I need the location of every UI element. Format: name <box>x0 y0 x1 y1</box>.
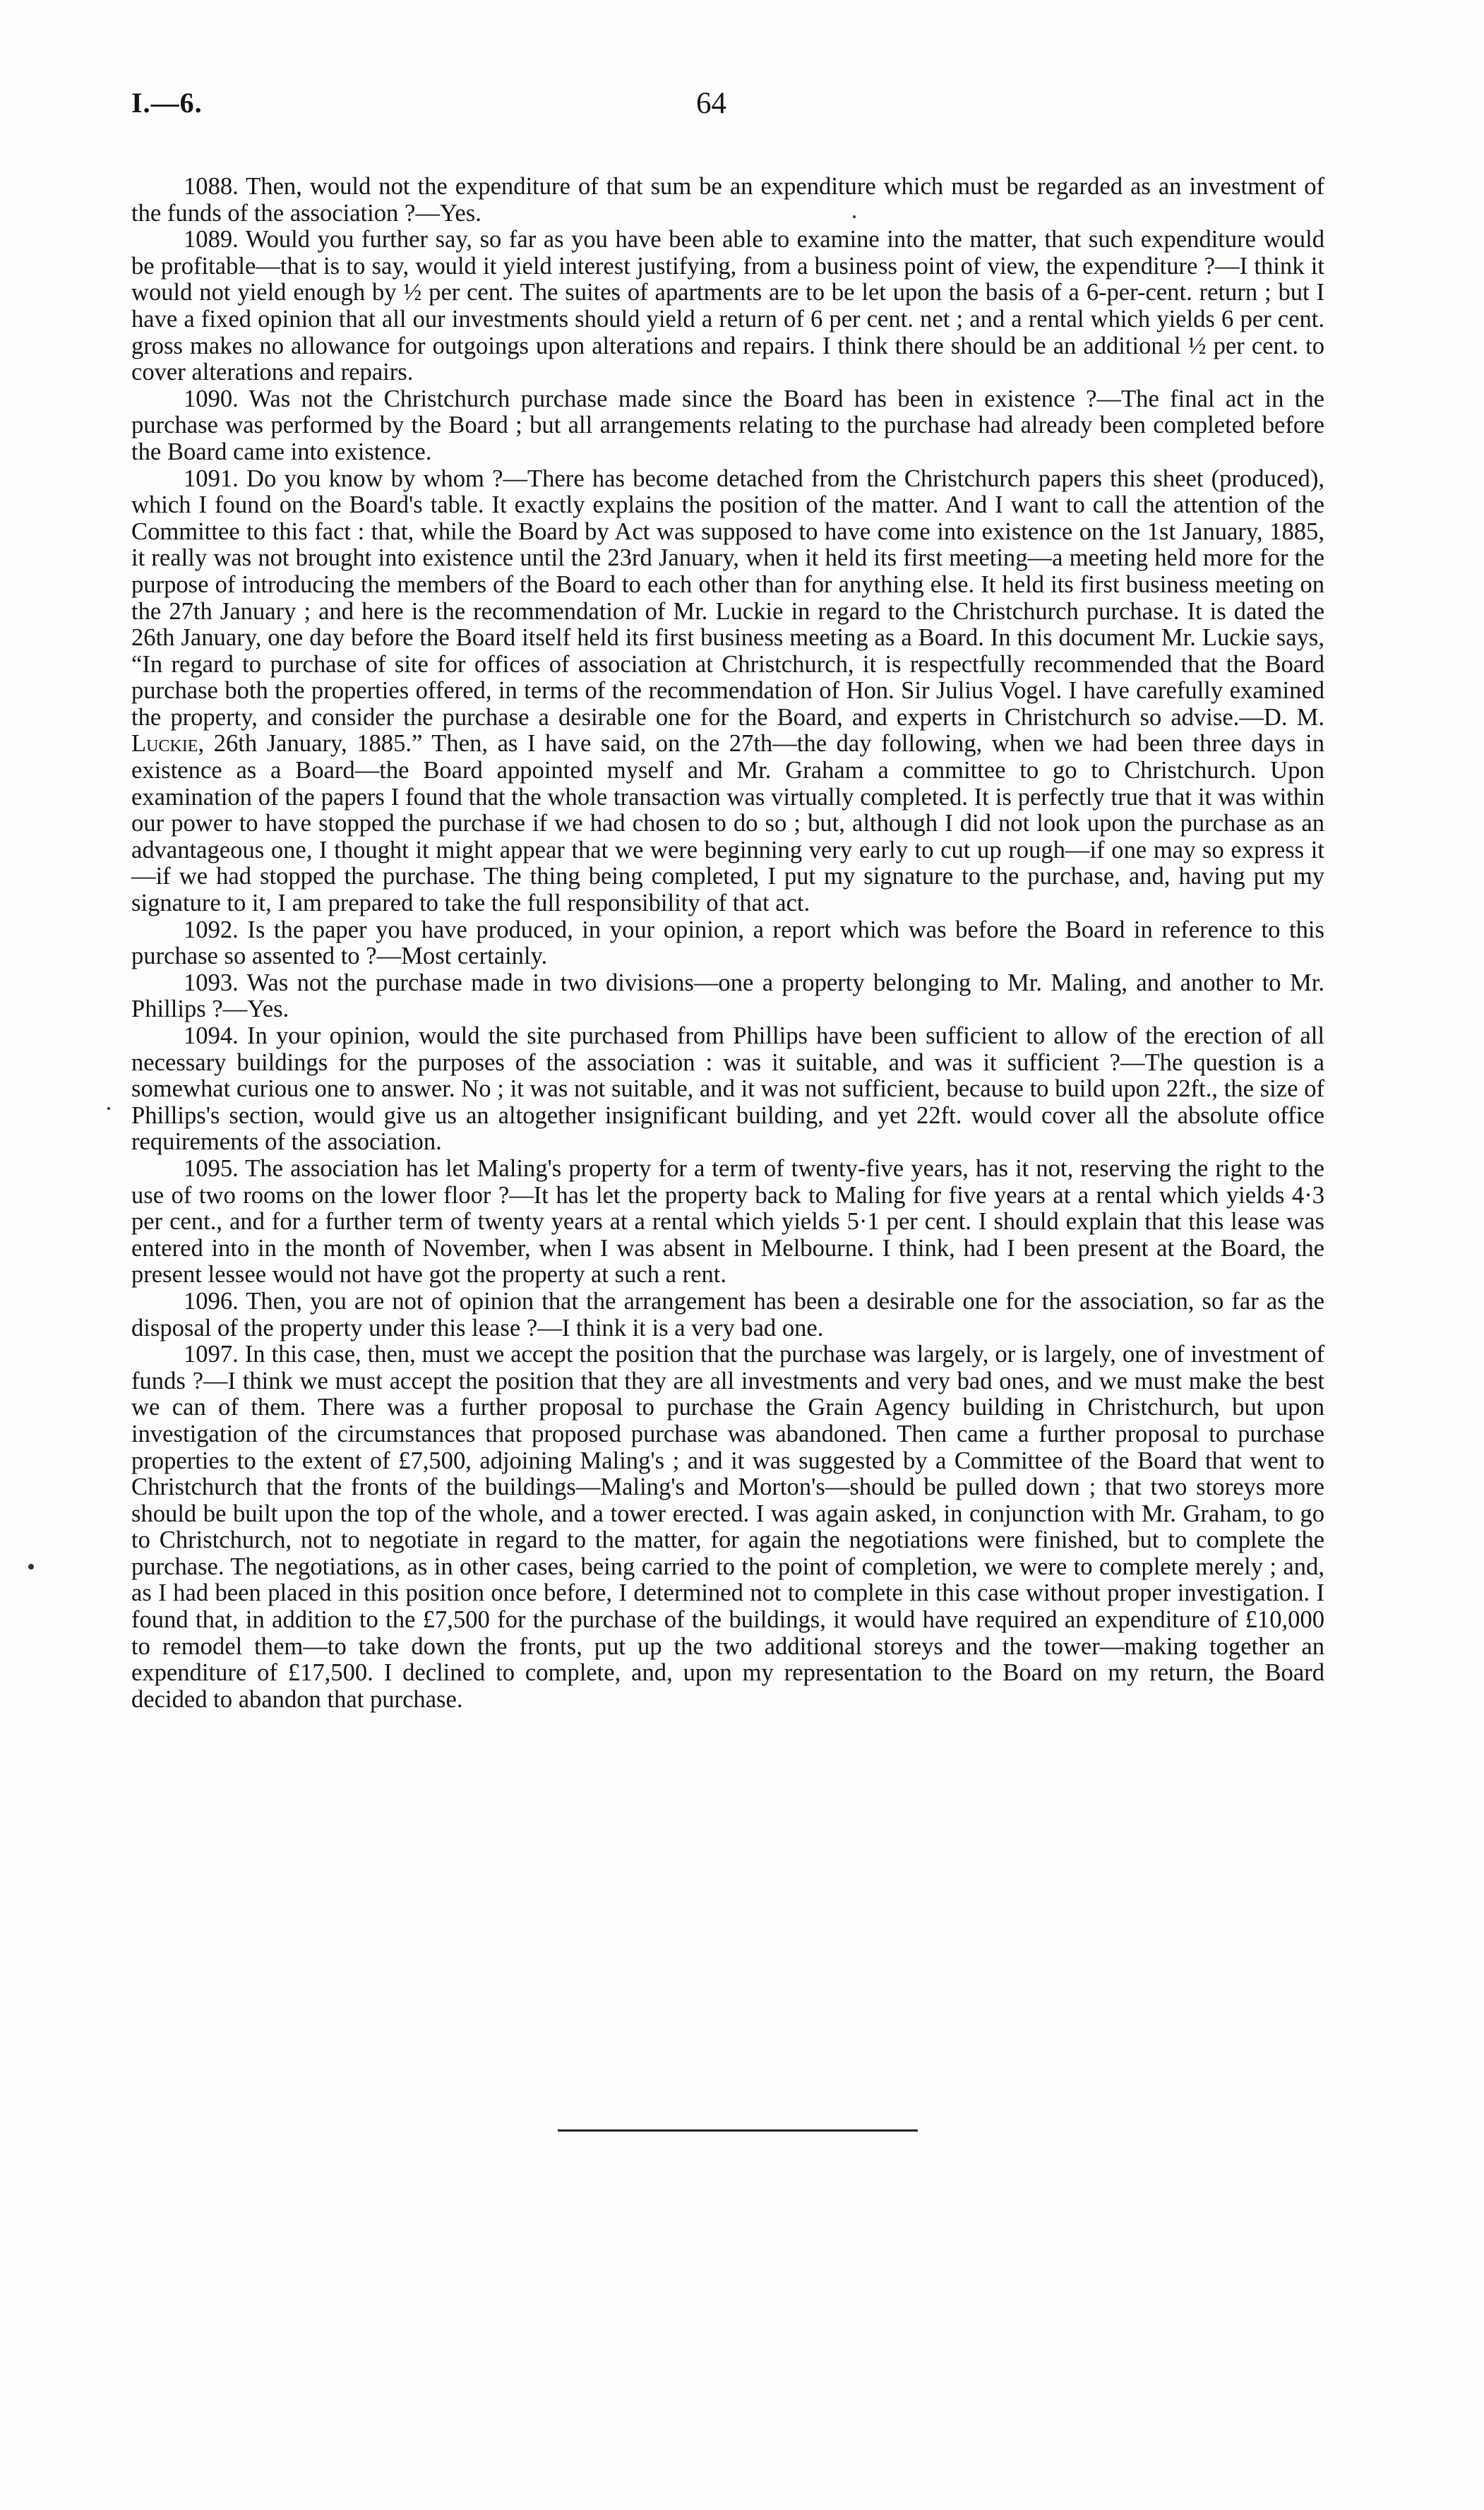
paragraph-1097: 1097. In this case, then, must we accept the position that the purchase was largely, or is largely, one of investment of funds ?—I think we must accept the position that they are all investments and very bad ones, and we must make the best we can of them. There was a further proposal to purchase the Grain Agency building in Christchurch, but upon investigation of the circumstances that proposed purchase was abandoned. Then came a further proposal to purchase properties to the extent of £7,500, adjoining Maling's ; and it was suggested by a Committee of the Board that went to Christchurch that the fronts of the buildings—Maling's and Morton's—should be pulled down ; that two storeys more should be built upon the top of the whole, and a tower erected. I was again asked, in conjunction with Mr. Graham, to go to Christchurch, not to negotiate in regard to the matter, for again the negotiations were finished, but to complete the purchase. The negotiations, as in other cases, being carried to the point of completion, we were to complete merely ; and, as I had been placed in this position once before, I determined not to complete in this case without proper investigation. I found that, in addition to the £7,500 for the purchase of the buildings, it would have required an expenditure of £10,000 to remodel them—to take down the fronts, put up the two additional storeys and the tower—making together an expenditure of £17,500. I declined to complete, and, upon my representation to the Board on my return, the Board decided to abandon that purchase. <box>131 1341 1324 1713</box>
paragraph-1092: 1092. Is the paper you have produced, in your opinion, a report which was before the Board in reference to this purchase so assented to ?—Most certainly. <box>131 916 1324 970</box>
paragraph-1090: 1090. Was not the Christchurch purchase made since the Board has been in existence ?—The final act in the purchase was performed by the Board ; but all arrangements relating to the purchase had already been completed before the Board came into existence. <box>131 385 1324 465</box>
margin-speck <box>28 1564 34 1570</box>
margin-speck <box>853 215 856 218</box>
paragraph-1093: 1093. Was not the purchase made in two divisions—one a property belonging to Mr. Maling, and another to Mr. Phillips ?—Yes. <box>131 969 1324 1023</box>
signatory-name: Luckie <box>131 730 198 758</box>
page-header <box>131 86 1360 136</box>
evidence-text <box>131 174 1324 1713</box>
paragraph-1096: 1096. Then, you are not of opinion that the arrangement has been a desirable one for the association, so far as the disposal of the property under this lease ?—I think it is a very bad one. <box>131 1287 1324 1341</box>
paragraph-1094: 1094. In your opinion, would the site purchased from Phillips have been sufficient to allow of the erection of all necessary buildings for the purposes of the association : was it suitable, and was it sufficient ?—The question is a somewhat curious one to answer. No ; it was not suitable, and it was not sufficient, because to build upon 22ft., the size of Phillips's section, would give us an altogether insignificant building, and yet 22ft. would cover all the absolute office requirements of the association. <box>131 1022 1324 1156</box>
paragraph-1089: 1089. Would you further say, so far as you have been able to examine into the matter, that such expenditure would be profitable—that is to say, would it yield interest justifying, from a business point of view, the expenditure ?—I think it would not yield enough by ½ per cent. The suites of apartments are to be let upon the basis of a 6-per-cent. return ; but I have a fixed opinion that all our investments should yield a return of 6 per cent. net ; and a rental which yields 6 per cent. gross makes no allowance for outgoings upon alterations and repairs. I think there should be an additional ½ per cent. to cover alterations and repairs. <box>131 226 1324 386</box>
document-reference: I.—6. <box>131 87 203 119</box>
paragraph-1095: 1095. The association has let Maling's property for a term of twenty-five years, has it not, reserving the right to the use of two rooms on the lower floor ?—It has let the property back to Maling for five years at a rental which yields 4·3 per cent., and for a further term of twenty years at a rental which yields 5·1 per cent. I should explain that this lease was entered into in the month of November, when I was absent in Melbourne. I think, had I been present at the Board, the present lessee would not have got the property at such a rent. <box>131 1154 1324 1289</box>
margin-speck <box>107 1107 110 1110</box>
paragraph-1091: 1091. Do you know by whom ?—There has become detached from the Christchurch papers this sheet (produced), which I found on the Board's table. It exactly explains the position of the matter. And I want to call the attention of the Committee to this fact : that, while the Board by Act was supposed to have come into existence on the 1st January, 1885, it really was not brought into existence until the 23rd January, when it held its first meeting—a meeting held more for the purpose of introducing the members of the Board to each other than for anything else. It held its first business meeting on the 27th January ; and here is the recommendation of Mr. Luckie in regard to the Christchurch purchase. It is dated the 26th January, one day before the Board itself held its first business meeting as a Board. In this document Mr. Luckie says, “In regard to purchase of site for offices of association at Christchurch, it is respectfully recommended that the Board purchase both the properties offered, in terms of the recommendation of Hon. Sir Julius Vogel. I have carefully examined the property, and consider the purchase a desirable one for the Board, and experts in Christchurch so advise.—D. M. Luckie, 26th January, 1885.” Then, as I have said, on the 27th—the day following, when we had been three days in existence as a Board—the Board appointed myself and Mr. Graham a committee to go to Christchurch. Upon examination of the papers I found that the whole transaction was virtually completed. It is perfectly true that it was within our power to have stopped the purchase if we had chosen to do so ; but, although I did not look upon the purchase as an advantageous one, I thought it might appear that we were beginning very early to cut up rough—if one may so express it—if we had stopped the purchase. The thing being completed, I put my signature to the purchase, and, having put my signature to it, I am prepared to take the full responsibility of that act. <box>131 465 1324 917</box>
page-number: 64 <box>696 87 726 120</box>
closing-rule <box>558 2129 918 2132</box>
paragraph-1088: 1088. Then, would not the expenditure of that sum be an expenditure which must be regarded as an investment of the funds of the association ?—Yes. <box>131 173 1324 227</box>
